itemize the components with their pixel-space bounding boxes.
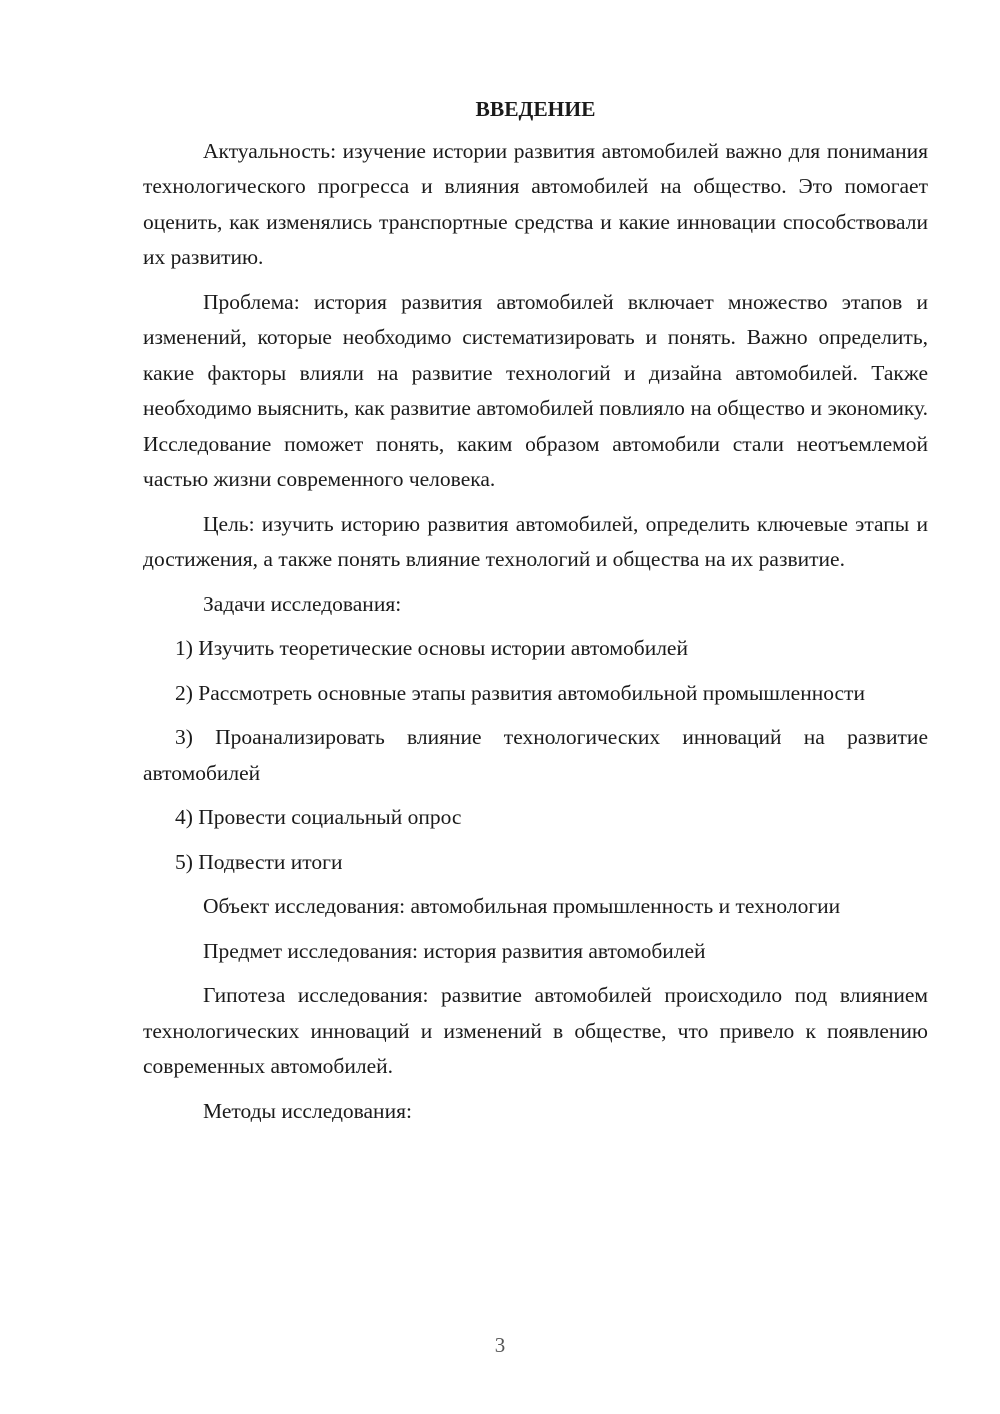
tasks-list: [143, 631, 928, 880]
relevance-paragraph: Актуальность: изучение истории развития автомобилей важно для понимания технологического прогресса и влияния автомобилей на общество. Это помогает оценить, как изменялись транспортные средства и какие инновации способствовали их развитию.: [143, 138, 928, 269]
task-item-5: 5) Подвести итоги: [175, 849, 343, 874]
task-item-1: 1) Изучить теоретические основы истории автомобилей: [175, 636, 688, 660]
task-item-3: 3) Проанализировать влияние технологических инноваций на развитие автомобилей: [143, 725, 928, 785]
tasks-title: Задачи исследования:: [203, 591, 402, 616]
object-paragraph: Объект исследования: автомобильная промышленность и технологии: [203, 894, 841, 918]
page-content: [143, 92, 928, 1138]
task-item-2: 2) Рассмотреть основные этапы развития автомобильной промышленности: [175, 680, 865, 705]
section-heading: ВВЕДЕНИЕ: [475, 97, 596, 121]
problem-paragraph: Проблема: история развития автомобилей включает множество этапов и изменений, которые необходимо систематизировать и понять. Важно определить, какие факторы влияли на развитие технологий и дизайна автомобилей. Также необходимо выяснить, как развитие автомобилей повлияло на общество и экономику. Исследование поможет понять, каким образом автомобили стали неотъемлемой частью жизни современного человека.: [143, 289, 928, 491]
hypothesis-paragraph: Гипотеза исследования: развитие автомобилей происходило под влиянием технологических инноваций и изменений в обществе, что привело к появлению современных автомобилей.: [143, 983, 928, 1078]
goal-paragraph: Цель: изучить историю развития автомобилей, определить ключевые этапы и достижения, а также понять влияние технологий и общества на их развитие.: [143, 511, 928, 571]
page-number: 3: [494, 1333, 506, 1357]
subject-paragraph: Предмет исследования: история развития автомобилей: [203, 938, 706, 963]
task-item-4: 4) Провести социальный опрос: [175, 805, 462, 829]
methods-title: Методы исследования:: [203, 1098, 412, 1123]
